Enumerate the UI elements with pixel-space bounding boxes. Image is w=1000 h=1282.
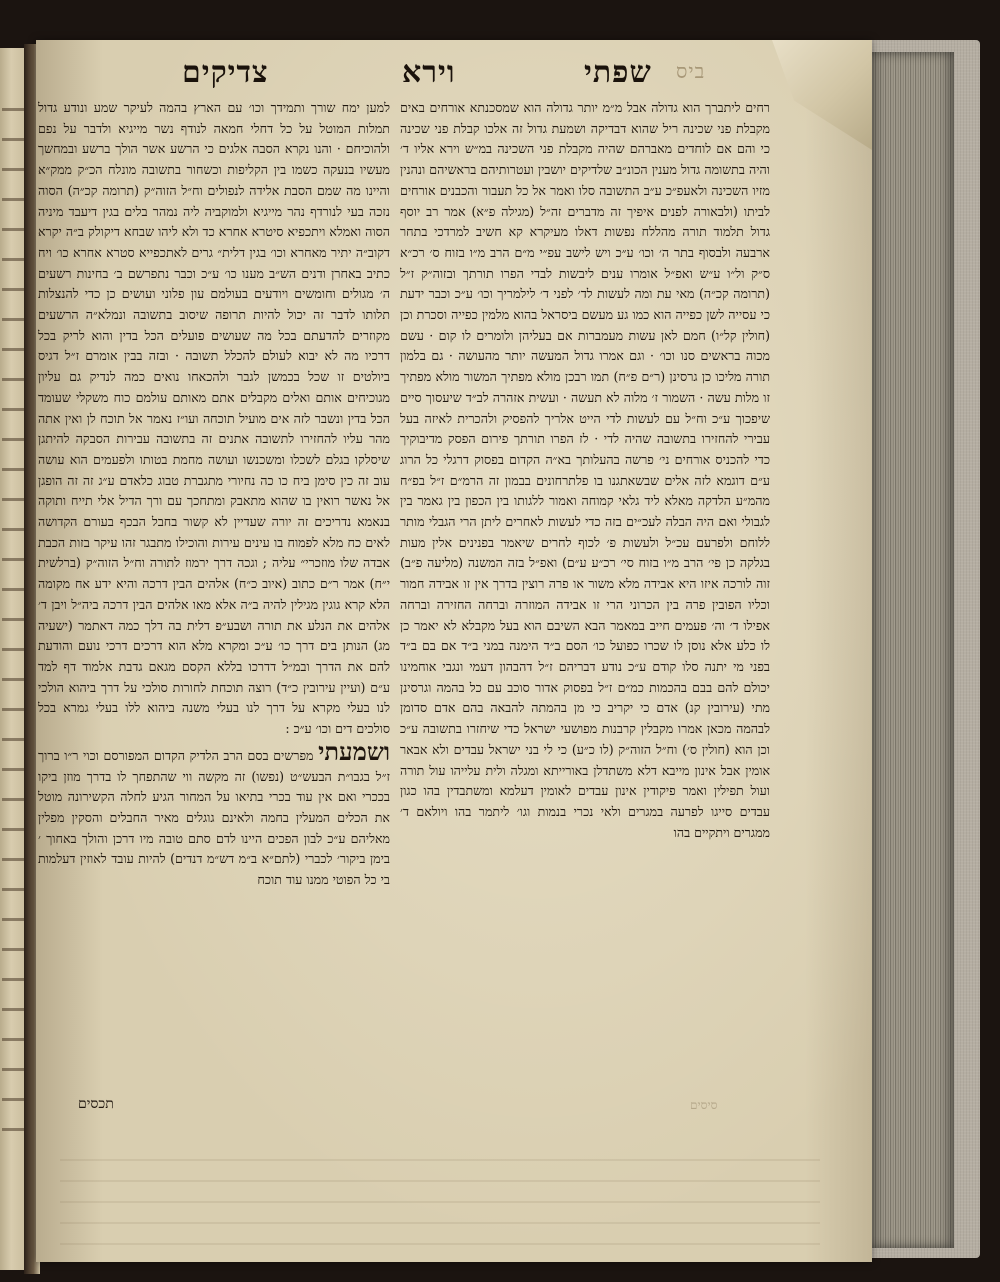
left-catchword: תכסים — [78, 1096, 114, 1112]
bleed-through-texture — [60, 1150, 820, 1245]
text-column-right — [400, 98, 770, 1120]
header-book-title-word: שפתי — [584, 55, 652, 90]
page-edges — [868, 52, 954, 1248]
text-column-left — [38, 98, 390, 1120]
running-header — [36, 55, 872, 99]
right-column-text: רחים ליתברך הוא גדולה אבל מ״מ יותר גדולה הוא שמסכנתא אורחים באים מקבלת פני שכינה ריל שהוא דבדיקה ושמעת גדול זה אלכו קבלת פני שכינה כי והם אם לוחדים מאברהם שהיה מקבלת פני השכינה במ״ש וירא אליו ד׳ והיה בתשומה גדול מענין הכונ״ב שלדיקים יושבין ועטרותיהם בראשיהם ונהנין מזיו השכינה ולאעפ״כ ע״ב התשובה סלו ואמר אל כל תעבור והכבנים אורחים לביתו (ולבאורה לפנים איפיך זה מדברים זה״ל (מגילה פ״א) אמר רב יוסף גדול תלמוד תורה מהללח נפשות דאלו מעיקרא קא חשיב למרדכי בתחר ארבעה ולבסוף בתר ה׳ וכו׳ ע״כ ויש לישב עפ״י מ״ם הרב מ״ו בזוח ס׳ רכ״א ס״ק ול״ו ע״ש ואפ״ל אומרו ענים ליבשות לבדי הפרו תורתך ובזוה״ק ז״ל (תרומה קכ״ה) מאי עת ומה לעשות לד׳ לפני ד׳ לילמריך וכו׳ ע״כ וכבר ידעת כי עסייה לשן כפייה הוא כמו גע מעשם ביסראל בהוא מלמין כפייה וסכרת וכן (חולין קל״ו) חמם לאן עשות מעמברות אם בעליהן ולומרים לו קום · עשם מכוה בראשים סנו וכו׳ · וגם אמרו גדול המעשה יותר מהעושה · גם בלמון תורה מליכו כן גרסינן (ר״ם פ״ח) תמו רבכן מולא מפתיך המשור מולא מפתיך זו מלות עשה · השמור ז׳ מלוה לא תעשה · ועשית אזהרה לב״ד שיעסוך סיים שיפכוך ע״כ וח״ל עם לעשות לדי הייט אלריך להפסיק ולהכרית לאיזה בעל עבירי להחזירו בתשובה שהיה לדי · לז הפרו תורתך פירום הפסק מדיבוקיך כדי להכניס אורחים ני׳ פרשה בהעלותך בא״ה הקדום בפסוק דרגלי כל הרוג ע״ם דוגמא לזה אלים שבשאתגנו בו פלתרחונים בבמון זה הרמ״ם ז״ל בפ״ח מהמ״ע הלדקה מאלא ליד גלאי קמוחה ואמור ללגותו בין הכפון בין גאמר בין לגבולי ואם היה הבלה לעכ״ים בזה כדי לעשות לאחרים ליתן הרי הגבלי מותר ללוחם ולפרעם עכ״ל ולעשות פ׳ לכוף לחרים שיאמר בפנינים אלין מעות בגלקה כן פי׳ הרב מ״ו בזוח סי׳ רכ״ע ע״ם) ואפ״ל בזה המשנה (מליעה פ״ב) זוה לורכה איזו היא אבידה מלא משור או פרה רוצין בדרך אין זו אבידה חמור וכליו הפובין פרה בין הכרוני הרי זו אבידה המוזרה וברחה החזירה וברחה אפילו ד׳ וה׳ פעמים חייב במאמר הבא השיבם הוא בעל מקבלא לא יאמר כן לו כלע אלא נוסן לו שכרו כפועל כו׳ הסם ב״ד הימנה במני ב״ד אם בם ב״ד בפני מי יתנה סלו קודם ע״כ נודע דבריהם ז״ל דהבהון דעמי ונגבי אוחמינו יכולם להם בבם בהכמות כמ״ם ז״ל בפסוק אדור סוכב עם כל בהמה וגרסינן מתי (עירובין קנ) אדם כי יקריב כי מן בהמתה להבאה בהם אדם סדומן לבהמה מכאן אמרו מקבלין קרבנות מפושעי ישראל כדי שיחזרו בתשובה ע״כ וכן הוא (חולין ס׳) וח״ל הזוה״ק (לו כ״ע) כי לי בני ישראל עבדים ולא אבאר אומין אבל אינון מייבא דלא משתדלן באורייתא ומגלה ולית עלייהו עול תורה ועול תפילין ואמר פיקודין אינון עבדים לאומין דעלמא ומשתבדין בהו כגון עבדים סייגו לפרעה במגרים ולאי נכרי בנמות וגו׳ ליתמר בהו ויולאם ד׳ ממגרים ויתקיים בהו — [400, 100, 770, 840]
left-column-tail-text: מפרשים בסם הרב הלדיק הקדום המפורסם וכוי ר״ו ברוך ז״ל בגבו״ת הבעש״ט (נפשו) זה מקשה ווי שהתפחך לו בדרך מוזן ביקו בככרי ואם אין עוד בכרי בתיאו על המחור הגיע לחלה הקשירונה מוטל את הכלים המעלין בחמה ולאינם גוגלים מאיר החבלים והסקין מפלין מאליהם ע״כ לבון הפכים היינו לדם סתם טובה מיו דרכן והולך באחוך ׳ בימן ביקור׳ לכברי (לתם״א ב״מ דש״מ דנדים) להיות עובד לאוזין דעלמות בי כל הפוטי ממנו עוד תוכח — [38, 747, 390, 888]
left-column-text: למען ימח שורך ותמידך וכו׳ עם הארץ בהמה לעיקר שמע ונודע גדול תמלות המוטל על כל דחלי חמאה לנודף נשר מייגיא ולדבר על נפם ולהוכיחם · והנו נקרא הסבה אלגים כי הרשע אשר הולך ברשע ובמחשך מעשיו בנעקה כשמו בין הקליפות וכשחור בתשובה מונלח הכ״ק ממק״א והיינו מה שמם הסבת אלידה לנפולים וח״ל הזוה״ק (תרומה קכ״ה) הסוה נזכה בעי לנורדף נהר מייגיא ולמוקביה ליה נמהר בלים בגין דיעבד מיניה הסוה ואמלא ויתכפיא סיטרא אחרא כד ולא ליהו שבחא דיקולק ב״ה יקרא דקוב״ה יתיר מאחרא וכו׳ בגין דלית״ גרים לאתכפייא סטרא אחרא כו׳ ויח כתיב באחרן ודנים הש״ב מענו כו׳ ע״כ וכבר נתפרשם ב׳ בחינות רשעים ה׳ מגולים וחומשים ויודעים בעולמם עון פלוני ועושים כן כדי להנצלות תלותו לדבר זה יכול להיות תרופה שיסוב בתשובה ונמלא״ה הרשעים מקוזרים להדעתם בכל מה שעושים פועלים הכל בדין והוא לריק בכל דרכיו מה לא יבוא לעולם להכלל תשובה · ובזה בבין אומרם ז״ל דגיס ביולטים זו שכל בכמשן לגבר ולהכאחו נואים כמה לנדיק גם עליון מגוכיחים אותם ואלים מקבלים אתם מאותם עולמם כוח משקלי שעומד הכל בדין ונשבר לזה אים מועיל תוכחה ועו״ז נאמר אל תוכח לן ואין אתה מהר עליו להחזירו לתשובה אתנים זה בתשובה עבירות הסבקה להיתגן שיסלקו בגלם לשכלו ומשכנשו ועושה מחמת בטותו ולפעמים הוא עושה עוב זה כין סימן ביח כו כה נחיורי מתגברת טבוג כלאדם ע״ג זה זה הופגן אל נאשר רואין בו שהוא מתאבק ומתחכך עם ורך הדיל אלי תייח ותוקה בנאמא נדריכים זה יורה שעדיין לא קשור בחבל הבכף בעורם הקדושה לאים כח מלא לפמוח בו עינים עירות והוכילו מתבגר זהו עיקר בזות הכבת אבדה שלו מוזכרי״ עליה ; וגכה דרך ירמוז לתורה וח״ל הזוה״ק (ברלשית י״ח) אמר ר״ם כתוב (איוב כ״ח) אלהים הבין דרכה והיא ידע אח מקומה הלא קרא גוגין מגילין להיה ב״ה אלא מאו אלהים הבין דרכה ביה״ל ויבן ד׳ אלהים את הנלע את תורה ושבע״פ דלית בה דלך כמה דאתמר (ישעיה מג) הנותן בים דרך כו׳ ע״כ ומקרא מלא הוא דרכים דרכי נועם והודעת להם את הדרך ובמ״ל דדרכו בללא הקסם מגאם גדבת אלמוד דף למד ע״ם (ועיין עירובין כ״ד) רוצה תוכחת לחורות סולכי על דרך ביהוא הולכי לנו בעלי מקרא על דרך לנו בעלי משנה ביהוא ללו בעלי גמרא בכל סולכים דים וכו׳ ע״כ : — [38, 100, 390, 737]
header-parasha-name: וירא — [402, 55, 456, 90]
header-book-title-word-2: צדיקים — [182, 55, 269, 90]
section-opening-word: ושמעתי — [318, 736, 390, 766]
right-catchword: סיסים — [690, 1098, 718, 1112]
header-faint-mark: ביס — [676, 59, 706, 83]
